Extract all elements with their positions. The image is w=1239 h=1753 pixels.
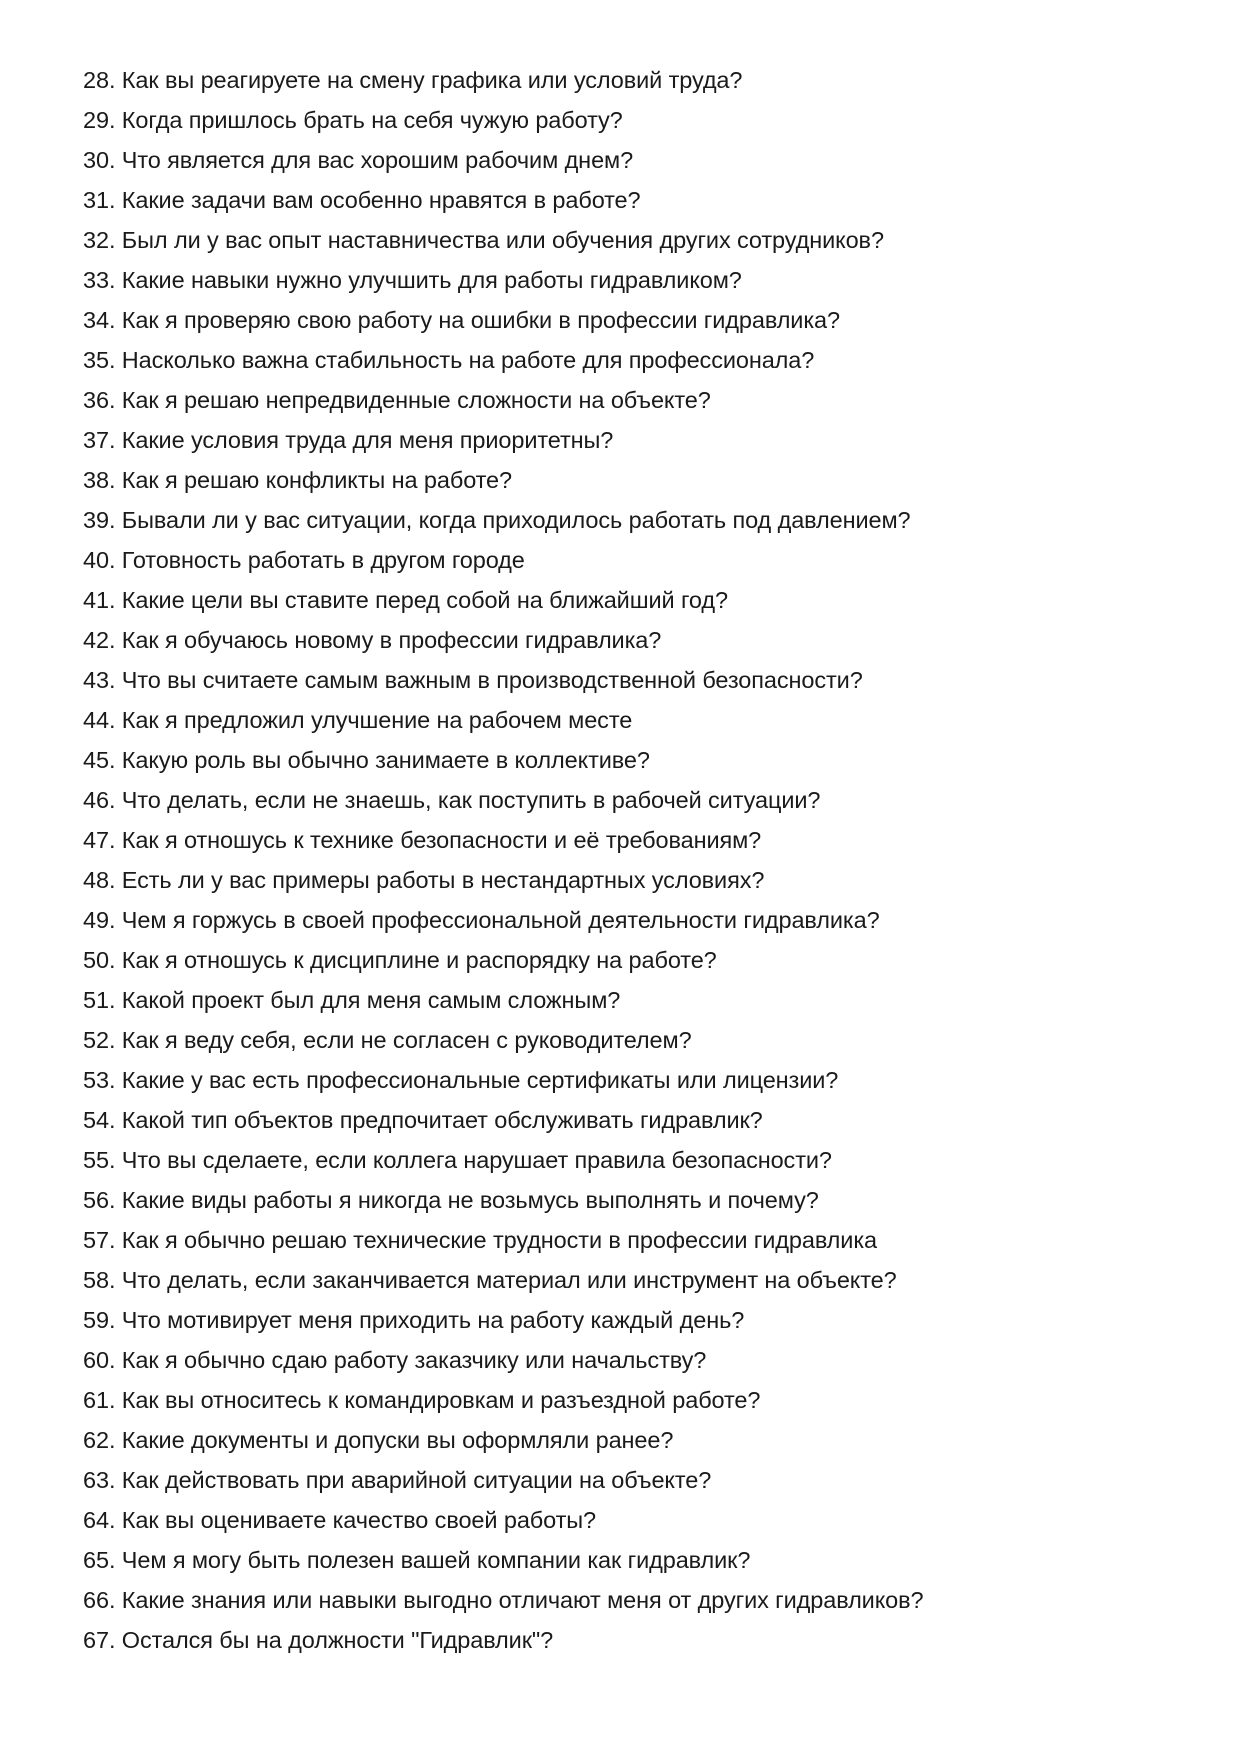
question-item: 60. Как я обычно сдаю работу заказчику или начальству? [83, 1347, 707, 1373]
question-item: 38. Как я решаю конфликты на работе? [83, 467, 512, 493]
question-item: 44. Как я предложил улучшение на рабочем месте [83, 707, 633, 733]
question-item: 55. Что вы сделаете, если коллега нарушает правила безопасности? [83, 1147, 832, 1173]
question-item: 51. Какой проект был для меня самым сложным? [83, 987, 621, 1013]
question-item: 57. Как я обычно решаю технические трудности в профессии гидравлика [83, 1227, 877, 1253]
question-item: 49. Чем я горжусь в своей профессиональной деятельности гидравлика? [83, 907, 880, 933]
question-item: 56. Какие виды работы я никогда не возьмусь выполнять и почему? [83, 1187, 819, 1213]
question-list [83, 60, 1183, 1660]
question-item: 40. Готовность работать в другом городе [83, 547, 525, 573]
question-item: 30. Что является для вас хорошим рабочим днем? [83, 147, 634, 173]
question-item: 53. Какие у вас есть профессиональные сертификаты или лицензии? [83, 1067, 839, 1093]
question-item: 65. Чем я могу быть полезен вашей компании как гидравлик? [83, 1547, 751, 1573]
question-item: 35. Насколько важна стабильность на работе для профессионала? [83, 347, 815, 373]
question-item: 46. Что делать, если не знаешь, как поступить в рабочей ситуации? [83, 787, 821, 813]
question-item: 31. Какие задачи вам особенно нравятся в работе? [83, 187, 641, 213]
question-item: 62. Какие документы и допуски вы оформляли ранее? [83, 1427, 674, 1453]
question-item: 36. Как я решаю непредвиденные сложности на объекте? [83, 387, 711, 413]
question-item: 28. Как вы реагируете на смену графика или условий труда? [83, 67, 743, 93]
question-item: 45. Какую роль вы обычно занимаете в коллективе? [83, 747, 650, 773]
question-item: 47. Как я отношусь к технике безопасности и её требованиям? [83, 827, 762, 853]
question-item: 58. Что делать, если заканчивается материал или инструмент на объекте? [83, 1267, 897, 1293]
question-item: 54. Какой тип объектов предпочитает обслуживать гидравлик? [83, 1107, 763, 1133]
question-item: 64. Как вы оцениваете качество своей работы? [83, 1507, 597, 1533]
question-item: 41. Какие цели вы ставите перед собой на ближайший год? [83, 587, 728, 613]
question-item: 43. Что вы считаете самым важным в производственной безопасности? [83, 667, 863, 693]
question-item: 50. Как я отношусь к дисциплине и распорядку на работе? [83, 947, 717, 973]
question-item: 63. Как действовать при аварийной ситуации на объекте? [83, 1467, 712, 1493]
question-item: 29. Когда пришлось брать на себя чужую работу? [83, 107, 623, 133]
question-item: 59. Что мотивирует меня приходить на работу каждый день? [83, 1307, 745, 1333]
question-item: 67. Остался бы на должности "Гидравлик"? [83, 1627, 554, 1653]
question-item: 34. Как я проверяю свою работу на ошибки в профессии гидравлика? [83, 307, 840, 333]
question-item: 48. Есть ли у вас примеры работы в нестандартных условиях? [83, 867, 765, 893]
question-item: 39. Бывали ли у вас ситуации, когда приходилось работать под давлением? [83, 507, 911, 533]
question-item: 52. Как я веду себя, если не согласен с руководителем? [83, 1027, 692, 1053]
question-item: 37. Какие условия труда для меня приоритетны? [83, 427, 614, 453]
question-item: 61. Как вы относитесь к командировкам и разъездной работе? [83, 1387, 761, 1413]
question-item: 42. Как я обучаюсь новому в профессии гидравлика? [83, 627, 662, 653]
question-item: 33. Какие навыки нужно улучшить для работы гидравликом? [83, 267, 742, 293]
question-item: 32. Был ли у вас опыт наставничества или обучения других сотрудников? [83, 227, 884, 253]
question-item: 66. Какие знания или навыки выгодно отличают меня от других гидравликов? [83, 1587, 924, 1613]
